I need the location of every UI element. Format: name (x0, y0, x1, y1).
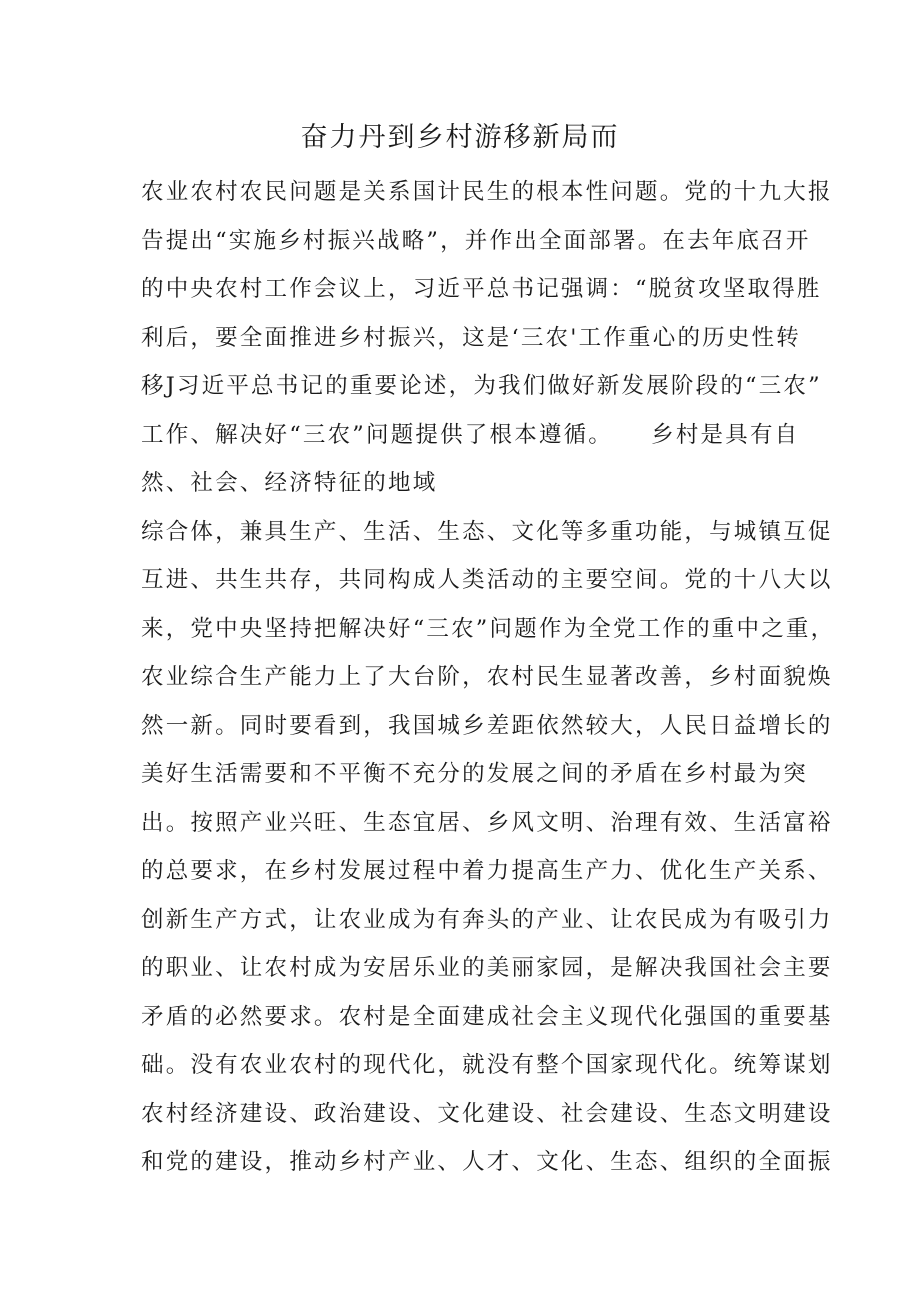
body-line: 础。没有农业农村的现代化，就没有整个国家现代化。统筹谋划 (141, 1052, 833, 1078)
body-line: 告提出“实施乡村振兴战略”，并作出全面部署。在去年底召开 (141, 227, 811, 254)
body-line: 移J习近平总书记的重要论述，为我们做好新发展阶段的“三农” (141, 373, 822, 399)
body-line: 和党的建设，推动乡村产业、人才、文化、生态、组织的全面振 (141, 1149, 833, 1175)
document-body (141, 168, 836, 1187)
body-line: 互进、共生共存，共同构成人类活动的主要空间。党的十八大以 (141, 567, 833, 593)
body-line: 创新生产方式，让农业成为有奔头的产业、让农民成为有吸引力 (141, 906, 833, 933)
body-line: 然、社会、经济特征的地域 (141, 470, 438, 496)
body-line: 矛盾的必然要求。农村是全面建成社会主义现代化强国的重要基 (141, 1003, 833, 1030)
body-line: 的职业、让农村成为安居乐业的美丽家园，是解决我国社会主要 (141, 955, 833, 981)
body-line: 美好生活需要和不平衡不充分的发展之间的矛盾在乡村最为突 (141, 761, 808, 787)
body-line: 农村经济建设、政治建设、文化建设、社会建设、生态文明建设 (141, 1100, 833, 1127)
document-title: 奋力丹到乡村游移新局而 (300, 122, 620, 153)
body-line: 农业农村农民问题是关系国计民生的根本性问题。党的十九大报 (141, 179, 833, 205)
body-line: 出。按照产业兴旺、生态宜居、乡风文明、治理有效、生活富裕 (141, 809, 833, 836)
body-line: 然一新。同时要看到，我国城乡差距依然较大，人民日益增长的 (141, 712, 833, 739)
body-line: 来，党中央坚持把解决好“三农”问题作为全党工作的重中之重， (141, 615, 836, 642)
body-line: 工作、解决好“三农”问题提供了根本遵循。 乡村是具有自 (141, 421, 800, 448)
body-line: 利后，要全面推进乡村振兴，这是‘三农'工作重心的历史性转 (141, 324, 801, 351)
body-line: 的总要求，在乡村发展过程中着力提高生产力、优化生产关系、 (141, 858, 833, 884)
body-line: 综合体，兼具生产、生活、生态、文化等多重功能，与城镇互促 (141, 518, 833, 545)
body-line: 的中央农村工作会议上，习近平总书记强调：“脱贫攻坚取得胜 (141, 276, 822, 302)
body-line: 农业综合生产能力上了大台阶，农村民生显著改善，乡村面貌焕 (141, 664, 833, 690)
